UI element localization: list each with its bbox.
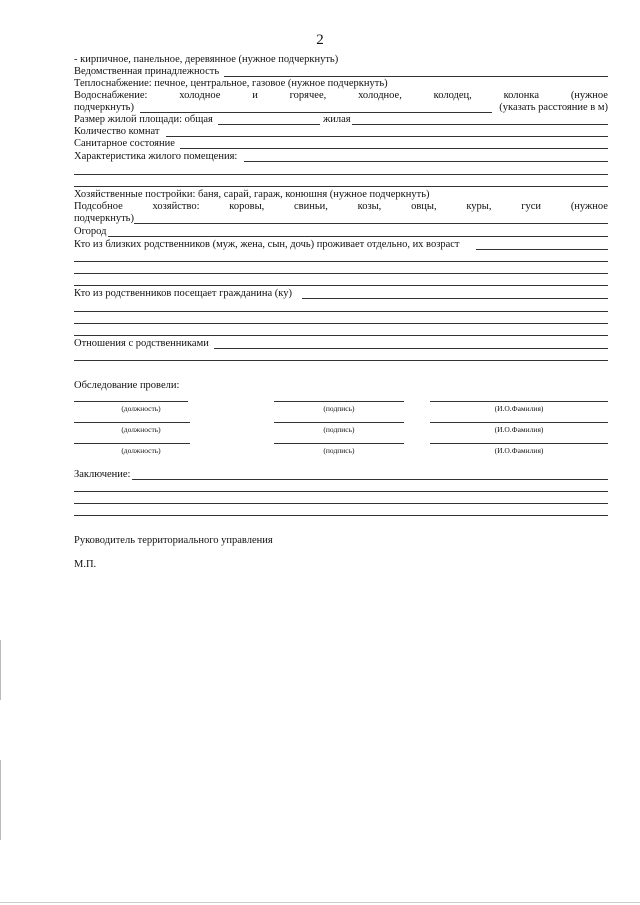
relatives-visit-fill-line-4[interactable] — [74, 335, 608, 336]
farm-word: свиньи, — [294, 201, 328, 212]
stamp-label: М.П. — [74, 559, 97, 570]
characteristics-fill-line-3[interactable] — [74, 186, 608, 187]
name-caption: (И.О.Фамилия) — [494, 404, 544, 413]
conclusion-fill-line-3[interactable] — [74, 503, 608, 504]
area-living-label: жилая — [323, 114, 351, 125]
water-word: холодное — [179, 90, 221, 101]
signature-caption: (подпись) — [323, 425, 355, 434]
conclusion-fill-line-4[interactable] — [74, 515, 608, 516]
water-word: и — [252, 90, 258, 101]
head-label: Руководитель территориального управления — [74, 535, 273, 546]
characteristics-label: Характеристика жилого помещения: — [74, 151, 238, 162]
rooms-fill-line[interactable] — [166, 136, 608, 137]
affiliation-label: Ведомственная принадлежность — [74, 66, 220, 77]
relations-fill-line-2[interactable] — [74, 360, 608, 361]
name-caption: (И.О.Фамилия) — [494, 425, 544, 434]
signature-line[interactable] — [274, 443, 404, 444]
relations-fill-line[interactable] — [214, 348, 608, 349]
water-word: (нужное — [570, 90, 608, 101]
relatives-visit-fill-line[interactable] — [302, 298, 608, 299]
page-number: 2 — [316, 32, 324, 48]
relatives-visit-label: Кто из родственников посещает гражданина (ку) — [74, 288, 292, 299]
survey-label: Обследование провели: — [74, 380, 180, 391]
relatives-visit-fill-line-2[interactable] — [74, 311, 608, 312]
characteristics-fill-line-2[interactable] — [74, 174, 608, 175]
water-word: холодное, — [358, 90, 402, 101]
position-line[interactable] — [74, 401, 188, 402]
relatives-apart-fill-line-4[interactable] — [74, 285, 608, 286]
name-line[interactable] — [430, 422, 608, 423]
farm-word: овцы, — [411, 201, 437, 212]
relatives-apart-fill-line[interactable] — [476, 249, 608, 250]
farm-word: куры, — [466, 201, 492, 212]
farm-word: Подсобное — [74, 201, 123, 212]
conclusion-label: Заключение: — [74, 469, 131, 480]
water-line2-left: подчеркнуть) — [74, 102, 134, 113]
farm-line — [74, 201, 608, 213]
area-total-fill-line[interactable] — [218, 124, 320, 125]
position-caption: (должность) — [121, 425, 161, 434]
position-line[interactable] — [74, 422, 190, 423]
signature-caption: (подпись) — [323, 446, 355, 455]
position-line[interactable] — [74, 443, 190, 444]
wall-material-line: - кирпичное, панельное, деревянное (нужное подчеркнуть) — [74, 54, 339, 65]
heating-line: Теплоснабжение: печное, центральное, газовое (нужное подчеркнуть) — [74, 78, 388, 89]
water-distance-note: (указать расстояние в м) — [499, 102, 608, 113]
signature-line[interactable] — [274, 401, 404, 402]
water-word: Водоснабжение: — [74, 90, 148, 101]
farm-line2: подчеркнуть) — [74, 213, 134, 224]
farm-word: козы, — [357, 201, 382, 212]
conclusion-fill-line-2[interactable] — [74, 491, 608, 492]
farm-word: коровы, — [229, 201, 265, 212]
scan-edge-mark — [0, 760, 1, 840]
area-living-fill-line[interactable] — [352, 124, 608, 125]
scan-edge-mark — [0, 640, 1, 700]
garden-label: Огород — [74, 226, 107, 237]
relatives-apart-fill-line-3[interactable] — [74, 273, 608, 274]
water-supply-line — [74, 90, 608, 102]
position-caption: (должность) — [121, 404, 161, 413]
water-word: колодец, — [433, 90, 472, 101]
sanitary-fill-line[interactable] — [180, 148, 608, 149]
conclusion-fill-line[interactable] — [132, 479, 608, 480]
affiliation-fill-line[interactable] — [224, 76, 608, 77]
name-line[interactable] — [430, 443, 608, 444]
outbuildings-line: Хозяйственные постройки: баня, сарай, гараж, конюшня (нужное подчеркнуть) — [74, 189, 430, 200]
signature-line[interactable] — [274, 422, 404, 423]
area-total-label: Размер жилой площади: общая — [74, 114, 213, 125]
relatives-apart-fill-line-2[interactable] — [74, 261, 608, 262]
farm-fill-line[interactable] — [134, 223, 608, 224]
water-word: колонка — [503, 90, 539, 101]
farm-word: (нужное — [570, 201, 608, 212]
water-word: горячее, — [289, 90, 327, 101]
garden-fill-line[interactable] — [108, 236, 608, 237]
water-distance-fill-line[interactable] — [140, 112, 492, 113]
relations-label: Отношения с родственниками — [74, 338, 209, 349]
farm-word: гуси — [521, 201, 542, 212]
rooms-label: Количество комнат — [74, 126, 160, 137]
position-caption: (должность) — [121, 446, 161, 455]
relatives-apart-label: Кто из близких родственников (муж, жена, сын, дочь) проживает отдельно, их возраст — [74, 239, 460, 250]
signature-caption: (подпись) — [323, 404, 355, 413]
relatives-visit-fill-line-3[interactable] — [74, 323, 608, 324]
characteristics-fill-line[interactable] — [244, 161, 608, 162]
farm-word: хозяйство: — [152, 201, 200, 212]
sanitary-label: Санитарное состояние — [74, 138, 175, 149]
name-line[interactable] — [430, 401, 608, 402]
scan-bottom-edge — [0, 902, 640, 903]
name-caption: (И.О.Фамилия) — [494, 446, 544, 455]
